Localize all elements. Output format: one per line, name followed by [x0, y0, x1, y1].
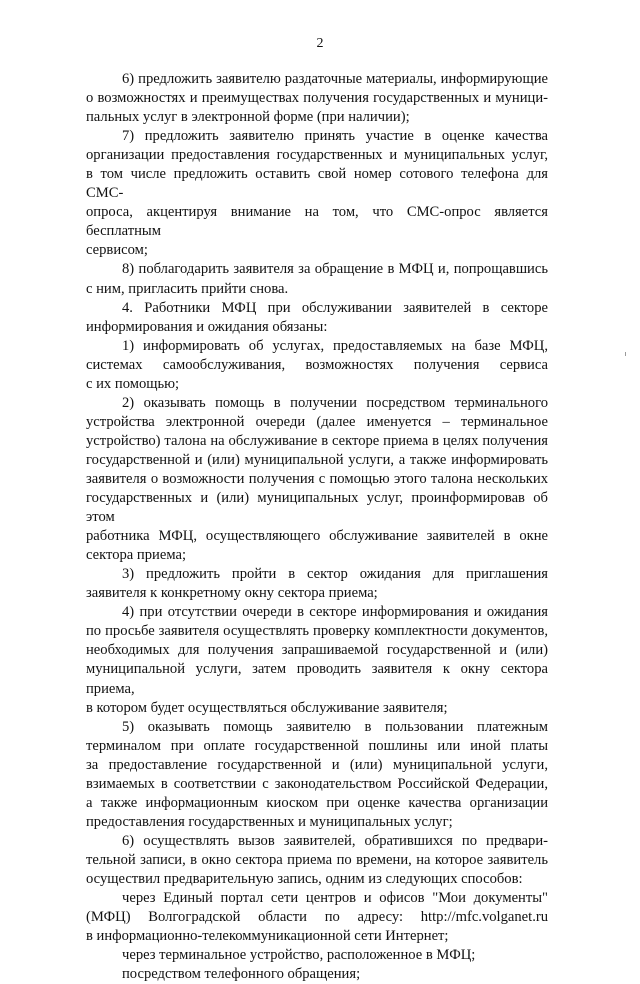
- paragraph-line: в котором будет осуществляться обслуживание заявителя;: [86, 699, 448, 716]
- paragraph-line: предоставления государственных и муниципальных услуг;: [86, 813, 453, 830]
- paragraph: [86, 337, 548, 394]
- paragraph-line: информирования и ожидания обязаны:: [86, 318, 328, 335]
- paragraph: [86, 889, 548, 946]
- paragraph-line: 1) информировать об услугах, предоставляемых на базе МФЦ,: [122, 337, 548, 354]
- paragraph: [86, 394, 548, 565]
- document-body: [86, 70, 548, 984]
- paragraph-line: заявителя к конкретному окну сектора приема;: [86, 585, 378, 602]
- paragraph-line: за предоставление государственной и (или) муниципальной услуги,: [86, 756, 548, 773]
- paragraph-line: устройство) талона на обслуживание в секторе приема в целях получения: [86, 432, 548, 449]
- paragraph: [86, 565, 548, 603]
- paragraph-line: (МФЦ) Волгоградской области по адресу: http://mfc.volganet.ru: [86, 909, 548, 926]
- paragraph: [86, 946, 548, 965]
- paragraph-line: муниципальной услуги, затем проводить заявителя к окну сектора приема,: [86, 661, 548, 697]
- paragraph-line: 5) оказывать помощь заявителю в пользовании платежным: [122, 718, 548, 735]
- paragraph-line: сервисом;: [86, 242, 148, 259]
- paragraph-line: 8) поблагодарить заявителя за обращение в МФЦ и, попрощавшись: [122, 261, 548, 278]
- paragraph-line: через терминальное устройство, расположенное в МФЦ;: [122, 947, 476, 964]
- paragraph-line: необходимых для получения запрашиваемой государственной и (или): [86, 642, 548, 659]
- paragraph-line: тельной записи, в окно сектора приема по времени, на которое заявитель: [86, 851, 548, 868]
- paragraph-line: посредством телефонного обращения;: [122, 966, 361, 983]
- paragraph-line: а также информационным киоском при оценке качества организации: [86, 794, 548, 811]
- paragraph-line: 6) осуществлять вызов заявителей, обратившихся по предвари-: [122, 832, 548, 849]
- paragraph-line: системах самообслуживания, возможностях получения сервиса: [86, 356, 548, 373]
- paragraph-line: опроса, акцентируя внимание на том, что СМС-опрос является бесплатным: [86, 204, 548, 240]
- paragraph-line: по просьбе заявителя осуществлять проверку комплектности документов,: [86, 623, 548, 640]
- paragraph-line: государственных и (или) муниципальных услуг, проинформировав об этом: [86, 490, 548, 526]
- paragraph-line: терминалом при оплате государственной пошлины или иной платы: [86, 737, 548, 754]
- paragraph-line: 6) предложить заявителю раздаточные материалы, информирующие: [122, 71, 548, 87]
- paragraph-line: пальных услуг в электронной форме (при наличии);: [86, 109, 410, 126]
- paragraph-line: работника МФЦ, осуществляющего обслуживание заявителей в окне: [86, 528, 548, 545]
- paragraph-line: заявителя о возможности получения с помощью этого талона нескольких: [86, 470, 548, 487]
- paragraph-line: устройства электронной очереди (далее именуется – терминальное: [86, 413, 548, 430]
- paragraph: [86, 299, 548, 337]
- paragraph-line: осуществил предварительную запись, одним из следующих способов:: [86, 870, 523, 887]
- paragraph: [86, 127, 548, 260]
- paragraph-line: организации предоставления государственных и муниципальных услуг,: [86, 147, 548, 164]
- paragraph-line: в том числе предложить оставить свой номер сотового телефона для СМС-: [86, 166, 548, 202]
- paragraph-line: 4) при отсутствии очереди в секторе информирования и ожидания: [122, 604, 548, 621]
- paragraph-line: 4. Работники МФЦ при обслуживании заявителей в секторе: [122, 299, 548, 316]
- paragraph-line: сектора приема;: [86, 547, 186, 564]
- paragraph-line: о возможностях и преимуществах получения государственных и муници-: [86, 90, 548, 107]
- paragraph: [86, 718, 548, 832]
- paragraph-line: с их помощью;: [86, 375, 180, 392]
- paragraph-line: 7) предложить заявителю принять участие в оценке качества: [122, 128, 548, 145]
- paragraph: [86, 965, 548, 984]
- paragraph: [86, 603, 548, 717]
- paragraph: [86, 70, 548, 127]
- paragraph-line: взимаемых в соответствии с законодательством Российской Федерации,: [86, 775, 548, 792]
- paragraph: [86, 832, 548, 889]
- paragraph-line: в информационно-телекоммуникационной сети Интернет;: [86, 928, 449, 945]
- paragraph-line: 3) предложить пройти в сектор ожидания для приглашения: [122, 566, 548, 583]
- paragraph-line: 2) оказывать помощь в получении посредством терминального: [122, 394, 548, 411]
- paragraph-line: через Единый портал сети центров и офисов "Мои документы": [122, 890, 548, 907]
- paragraph: [86, 260, 548, 298]
- paragraph-line: с ним, пригласить прийти снова.: [86, 280, 289, 297]
- paragraph-line: государственной и (или) муниципальной услуги, а также информировать: [86, 451, 548, 468]
- margin-mark: [625, 352, 626, 356]
- page-number: 2: [316, 36, 324, 51]
